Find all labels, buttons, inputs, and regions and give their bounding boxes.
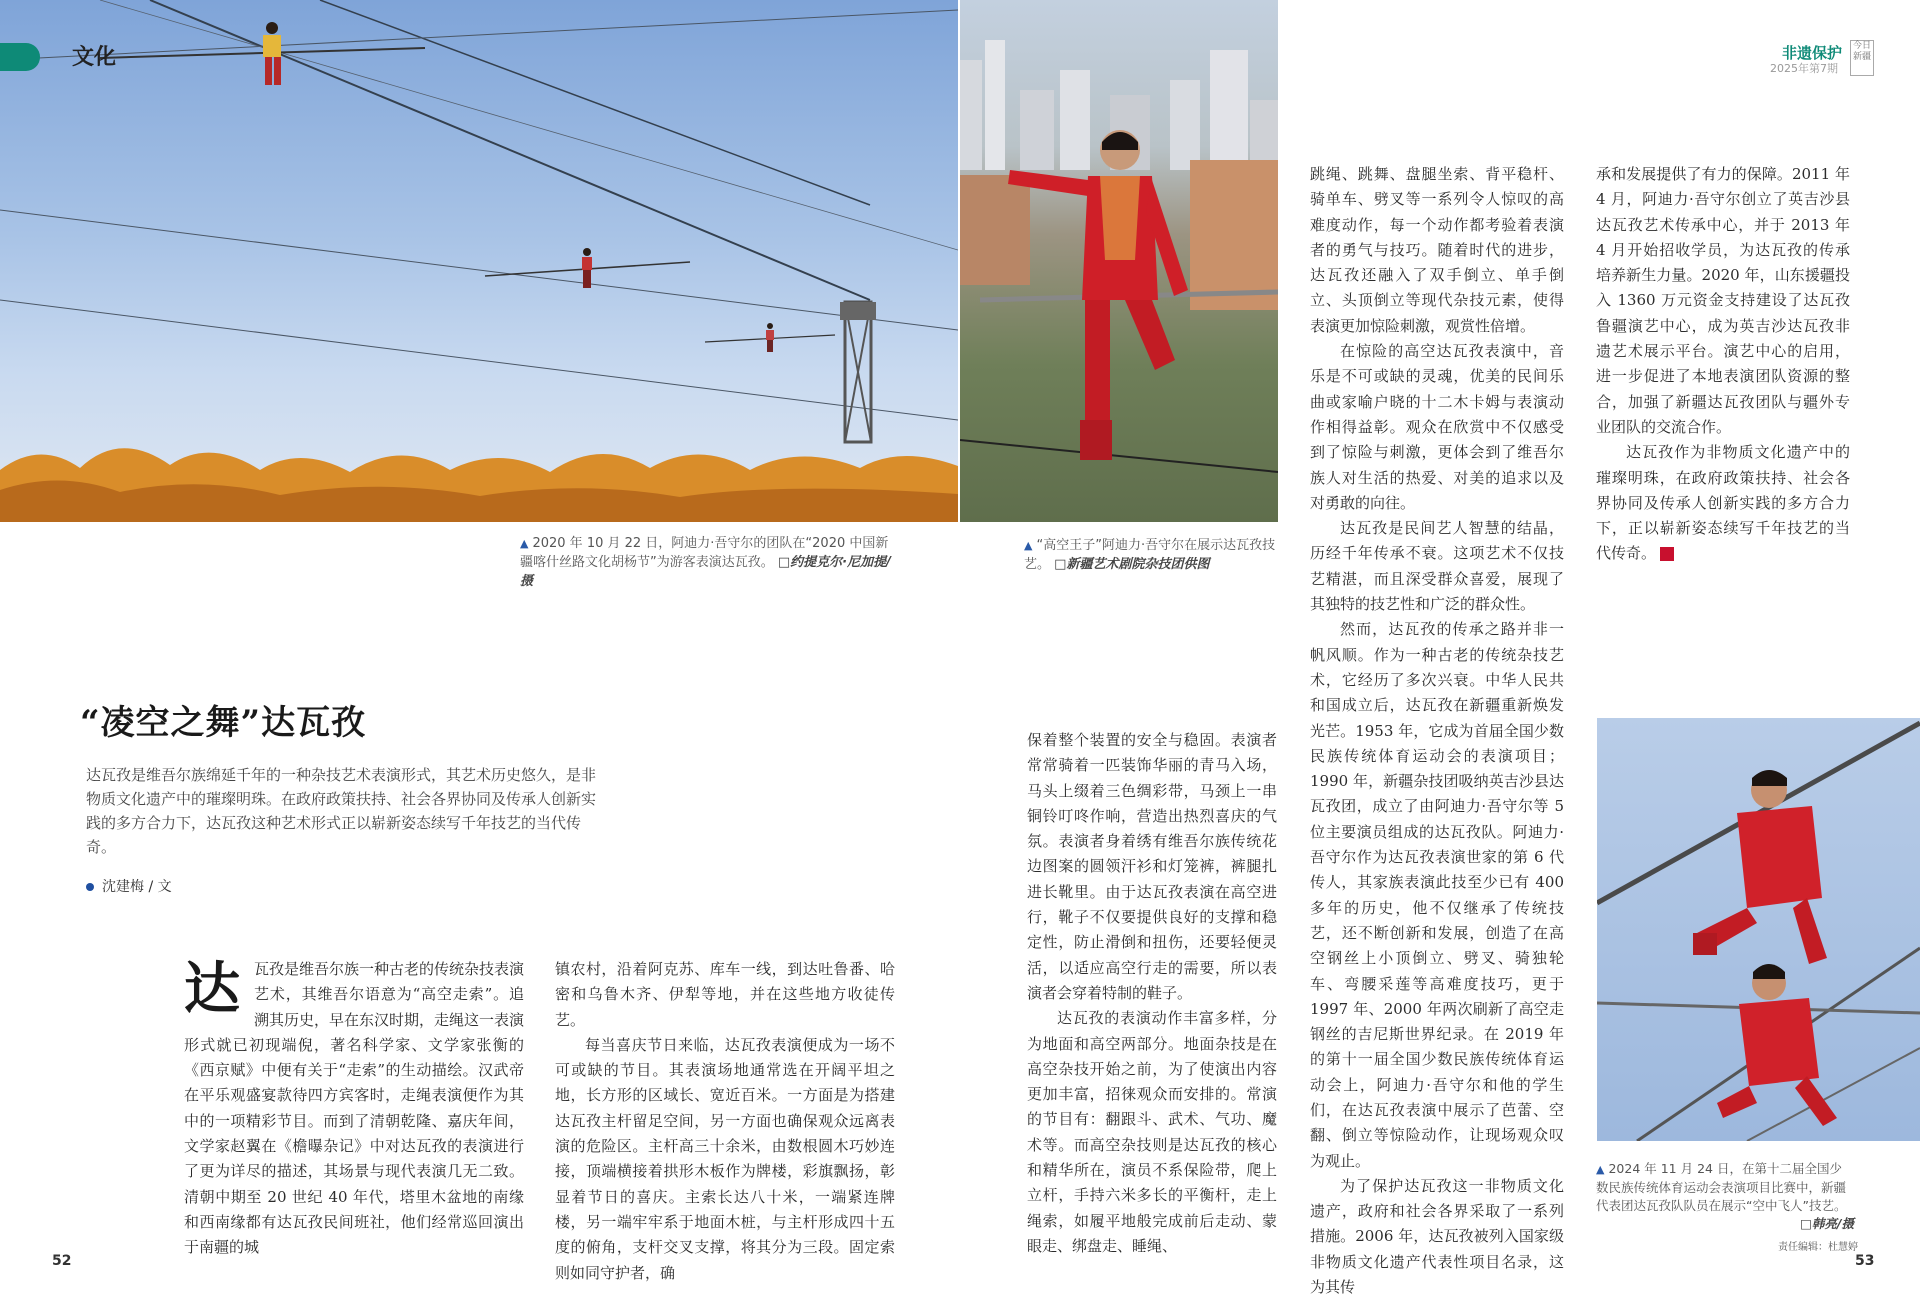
article-lead: 达瓦孜是维吾尔族绵延千年的一种杂技艺术表演形式，其艺术历史悠久，是非物质文化遗产中的璀璨明珠。在政府政策扶持、社会各界协同及传承人创新实践的多方合力下，达瓦孜这种艺术形式正以崭新姿态续写千年技艺的当代传奇。: [86, 766, 597, 856]
article-title: “凌空之舞”达瓦孜: [80, 703, 367, 743]
photo-credit: □新疆艺术剧院杂技团供图: [1054, 557, 1210, 572]
photo-highwire-sky: [0, 0, 958, 522]
end-mark-icon: J: [1660, 547, 1674, 561]
section-tab: [0, 43, 40, 71]
issue-number: 2025年第7期: [1770, 62, 1838, 75]
photo-performer-portrait: [960, 0, 1278, 522]
page-number-left: 52: [52, 1253, 72, 1269]
magazine-logo: 今日新疆: [1850, 40, 1874, 76]
article-column-3: [1027, 728, 1277, 1259]
caption-triangle-icon: ▲: [1024, 539, 1033, 552]
photo-credit: □韩亮/摄: [1800, 1216, 1854, 1231]
paragraph: 保着整个装置的安全与稳固。表演者常常骑着一匹装饰华丽的青马入场，马头上缀着三色绸彩带，马颈上一串铜铃叮咚作响，营造出热烈喜庆的气氛。表演者身着绣有维吾尔族传统花边图案的圆领汗衫和灯笼裤，裤腿扎进长靴里。由于达瓦孜表演在高空进行，靴子不仅要提供良好的支撑和稳定性，防止滑倒和扭伤，还要轻便灵活，以适应高空行走的需要，所以表演者会穿着特制的鞋子。: [1027, 731, 1277, 1002]
photo-highwire-illustration: [0, 0, 958, 522]
paragraph: 瓦孜是维吾尔族一种古老的传统杂技表演艺术，其维吾尔语意为“高空走索”。追溯其历史，早在东汉时期，走绳这一表演形式就已初现端倪，著名科学家、文学家张衡的《西京赋》中便有关于“走索”的生动描绘。汉武帝在平乐观盛宴款待四方宾客时，走绳表演便作为其中的一项精彩节目。而到了清朝乾隆、嘉庆年间，文学家赵翼在《檐曝杂记》中对达瓦孜的表演进行了更为详尽的描述，其场景与现代表演几无二致。清朝中期至 20 世纪 40 年代，塔里木盆地的南缘和西南缘都有达瓦孜民间班社，他们经常巡回演出于南疆的城: [184, 960, 525, 1257]
paragraph: 达瓦孜的表演动作丰富多样，分为地面和高空两部分。地面杂技是在高空杂技开始之前，为了使演出内容更加丰富，招徕观众而安排的。常演的节目有：翻跟斗、武术、气功、魔术等。而高空杂技则是达瓦孜的核心和精华所在，演员不系保险带，爬上立杆，手持六米多长的平衡杆，走上绳索，如履平地般完成前后走动、蒙眼走、绑盘走、睡绳、: [1027, 1009, 1277, 1255]
caption-triangle-icon: ▲: [1596, 1163, 1605, 1176]
paragraph: 跳绳、跳舞、盘腿坐索、背平稳杆、骑单车、劈叉等一系列令人惊叹的高难度动作，每一个动作都考验着表演者的勇气与技巧。随着时代的进步，达瓦孜还融入了双手倒立、单手倒立、头顶倒立等现代杂技元素，使得表演更加惊险刺激，观赏性倍增。: [1310, 165, 1564, 335]
photo-credit: □约提克尔·尼加提/摄: [520, 555, 891, 589]
paragraph: 承和发展提供了有力的保障。2011 年 4 月，阿迪力·吾守尔创立了英吉沙县达瓦孜艺术传承中心，并于 2013 年 4 月开始招收学员，为达瓦孜的传承培养新生力量。2020 年，山东援疆投入 1360 万元资金支持建设了达瓦孜鲁疆演艺中心，成为英吉沙达瓦孜非遗艺术展示平台。演艺中心的启用，进一步促进了本地表演团队资源的整合，加强了新疆达瓦孜团队与疆外专业团队的交流合作。: [1596, 165, 1850, 436]
magazine-column-title: 非遗保护: [1782, 44, 1843, 62]
article-author: 沈建梅 / 文: [86, 876, 172, 896]
paragraph: 在惊险的高空达瓦孜表演中，音乐是不可或缺的灵魂，优美的民间乐曲或家喻户晓的十二木卡姆与表演动作相得益彰。观众在欣赏中不仅感受到了惊险与刺激，更体会到了维吾尔族人对生活的热爱、对美的追求以及对勇敢的向往。: [1310, 342, 1564, 512]
paragraph: 每当喜庆节日来临，达瓦孜表演便成为一场不可或缺的节目。其表演场地通常选在开阔平坦之地，长方形的区域长、宽近百米。一方面是为搭建达瓦孜主杆留足空间，另一方面也确保观众远离表演的危险区。主杆高三十余米，由数根圆木巧妙连接，顶端横接着拱形木板作为牌楼，彩旗飘扬，彰显着节日的喜庆。主索长达八十米，一端紧连牌楼，另一端牢牢系于地面木桩，与主杆形成四十五度的俯角，支杆交叉支撑，将其分为三段。固定索则如同守护者，确: [555, 1035, 895, 1282]
photo-flying-illustration: [1597, 718, 1920, 1141]
paragraph: 然而，达瓦孜的传承之路并非一帆风顺。作为一种古老的传统杂技艺术，它经历了多次兴衰。中华人民共和国成立后，达瓦孜在新疆重新焕发光芒。1953 年，它成为首届全国少数民族传统体育运动会的表演项目；1990 年，新疆杂技团吸纳英吉沙县达瓦孜团，成立了由阿迪力·吾守尔等 5 位主要演员组成的达瓦孜队。阿迪力·吾守尔作为达瓦孜表演世家的第 6 代传人，其家族表演此技至少已有 400 多年的历史，他不仅继承了传统技艺，还不断创新和发展，创造了在高空钢丝上小顶倒立、劈叉、骑独轮车、弯腰采莲等高难度技巧，更于 1997 年、2000 年两次刷新了高空走钢丝的吉尼斯世界纪录。在 2019 年的第十一届全国少数民族传统体育运动会上，阿迪力·吾守尔和他的学生们，在达瓦孜表演中展示了芭蕾、空翻、倒立等惊险动作，让现场观众叹为观止。: [1310, 620, 1564, 1170]
caption-photo-3: ▲ 2024 年 11 月 24 日，在第十二届全国少数民族传统体育运动会表演项目比赛中，新疆代表团达瓦孜队队员在展示“空中飞人”技艺。 □韩亮/摄: [1596, 1161, 1854, 1231]
photo-performer-illustration: [960, 0, 1278, 522]
photo-flying-performers: [1597, 718, 1920, 1141]
article-column-1: [184, 957, 524, 1261]
drop-cap: 达: [184, 956, 240, 1022]
paragraph: 为了保护达瓦孜这一非物质文化遗产，政府和社会各界采取了一系列措施。2006 年，达瓦孜被列入国家级非物质文化遗产代表性项目名录，这为其传: [1310, 1176, 1564, 1297]
page-number-right: 53: [1855, 1253, 1875, 1269]
article-column-5: [1596, 162, 1850, 567]
caption-photo-2: ▲ “高空王子”阿迪力·吾守尔在展示达瓦孜技艺。 □新疆艺术剧院杂技团供图: [1024, 538, 1276, 572]
paragraph: 达瓦孜是民间艺人智慧的结晶，历经千年传承不衰。这项艺术不仅技艺精湛，而且深受群众喜爱，展现了其独特的技艺性和广泛的群众性。: [1310, 519, 1564, 614]
article-column-4: [1310, 162, 1564, 1300]
bullet-icon: [86, 883, 94, 891]
article-column-2: [555, 957, 895, 1286]
caption-triangle-icon: ▲: [520, 537, 529, 550]
paragraph: 镇农村，沿着阿克苏、库车一线，到达吐鲁番、哈密和乌鲁木齐、伊犁等地，并在这些地方收徒传艺。: [555, 960, 895, 1029]
caption-photo-1: ▲ 2020 年 10 月 22 日，阿迪力·吾守尔的团队在“2020 中国新疆喀什丝路文化胡杨节”为游客表演达瓦孜。 □约提克尔·尼加提/摄: [520, 536, 891, 589]
paragraph: 达瓦孜作为非物质文化遗产中的璀璨明珠，在政府政策扶持、社会各界协同及传承人创新实践的多方合力下，正以崭新姿态续写千年技艺的当代传奇。 J: [1596, 443, 1850, 563]
responsible-editor: 责任编辑：杜慧婷: [1778, 1242, 1858, 1253]
section-label: 文化: [72, 45, 117, 70]
